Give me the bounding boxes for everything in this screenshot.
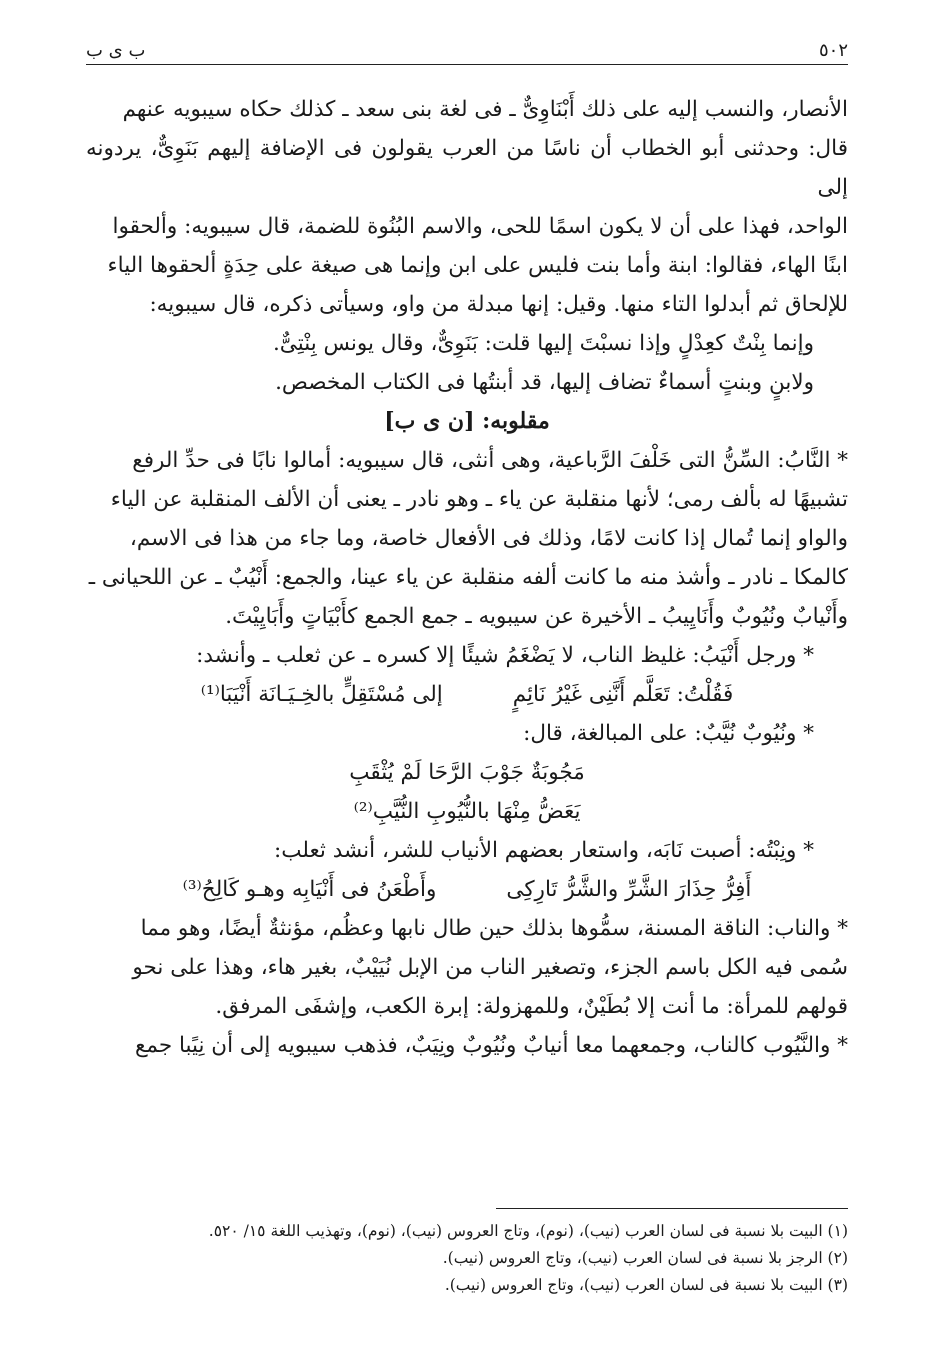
text-line: وأَنْيابٌ ونُيُوبٌ وأَنَايِيبُ ـ الأخيرة عن سيبويه ـ جمع الجمع كأَبْيَاتٍ وأَبَايِيْتَ. — [225, 604, 848, 629]
footnote-rule — [496, 1208, 848, 1209]
entry-paragraph: * ونِبْتُه: أصبت نَابَه، واستعار بعضهم الأنياب للشر، أنشد ثعلب: — [274, 838, 814, 863]
footnotes — [86, 1218, 848, 1299]
verse-hemistich-left: إلى مُسْتَقِلٍّ بالخِـيَـانَة أَنْيَبَا⁽¹⁾ — [200, 682, 443, 707]
footnote: (٢) الرجز بلا نسبة فى لسان العرب (نيب)، وتاج العروس (نيب). — [442, 1249, 848, 1267]
text-line: * النَّابُ: السِّنُّ التى خَلْفَ الرَّباعية، وهى أنثى، قال سيبويه: أمالوا نابًا فى حدِّ الرفع — [132, 448, 848, 473]
rajaz-line: يَعَضُّ مِنْهَا بالنُّيُوبِ النُّيَّبِ⁽²⁾ — [353, 799, 581, 824]
footnote: (١) البيت بلا نسبة فى لسان العرب (نيب)، (نوم)، وتاج العروس (نيب)، (نوم)، وتهذيب اللغة ١٥/ ٥٢٠. — [208, 1222, 848, 1240]
text-line: سُمى فيه الكل باسم الجزء، وتصغير الناب من الإبل نُيَيْبٌ، بغير هاء، وهذا على نحو — [132, 955, 848, 980]
verse-line — [86, 870, 848, 909]
main-text — [86, 90, 848, 1065]
page-number: ٥٠٢ — [818, 40, 848, 61]
running-head-letters: ب ى ب — [86, 40, 146, 61]
text-line: الواحد، فهذا على أن لا يكون اسمًا للحى، والاسم البُنُوة للضمة، قال سيبويه: وألحقوا — [112, 214, 848, 239]
text-line: قال: وحدثنى أبو الخطاب أن ناسًا من العرب يقولون فى الإضافة إليهم بَنَوِىٌّ، يردونه إلى — [86, 136, 848, 200]
quote-line: وإنما بِنْتٌ كعِدْلٍ وإذا نسبْتَ إليها قلت: بَنَوِىٌّ، وقال يونس بِنْتِىٌّ. — [272, 331, 814, 356]
text-line: الأنصار، والنسب إليه على ذلك أَبْنَاوِىٌّ ـ فى لغة بنى سعد ـ كذلك حكاه سيبويه عنهم — [122, 97, 848, 122]
verse-hemistich-right: أَفِرُّ حِذَارَ الشَّرِّ والشَّرُّ تَارِكِى — [506, 877, 752, 902]
section-heading: مقلوبه: [ن ى ب] — [384, 408, 550, 434]
text-line: للإلحاق ثم أبدلوا التاء منها. وقيل: إنها مبدلة من واو، وسيأتى ذكره، قال سيبويه: — [149, 292, 848, 317]
verse-hemistich-left: وأَطْعَنُ فى أَنْيَابِه وهـو كَالِحُ⁽³⁾ — [182, 877, 437, 902]
text-line: * والنَّيُوب كالناب، وجمعهما معا أنيابٌ ونُيُوبٌ ونِيَبٌ، فذهب سيبويه إلى أن نِيًبا جمع — [134, 1033, 848, 1058]
text-line: * والناب: الناقة المسنة، سمُّوها بذلك حين طال نابها وعظُم، مؤنثةٌ أيضًا، وهو مما — [140, 916, 848, 941]
text-line: والواو إنما تُمال إذا كانت لامًا، وذلك فى الأفعال خاصة، وما جاء من هذا فى الاسم، — [129, 526, 848, 551]
quote-line: ولابنٍ وبنتٍ أسماءٌ تضاف إليها، قد أبنتُها فى الكتاب المخصص. — [275, 370, 814, 395]
text-line: كالمكا ـ نادر ـ وأشذ منه ما كانت ألفه منقلبة عن ياء عينا، والجمع: أَنْيُبٌ ـ عن اللحيانى ـ — [88, 565, 848, 590]
verse-hemistich-right: فَقُلْتُ: تَعَلَّم أَنَّنِى غَيْرُ نَائِمٍ — [512, 682, 734, 707]
entry-paragraph: * ورجل أَنْيَبُ: غليظ الناب، لا يَضْغَمُ شيئًا إلا كسره ـ عن ثعلب ـ وأنشد: — [196, 643, 814, 668]
header-rule — [86, 64, 848, 65]
text-line: قولهم للمرأة: ما أنت إلا بُطَيْنٌ، وللمهزولة: إبرة الكعب، وإشفَى المرفق. — [215, 994, 848, 1019]
entry-paragraph: * ونُيُوبٌ نُيَّبٌ: على المبالغة، قال: — [523, 721, 814, 746]
rajaz-line: مَجُوبَةٌ جَوْبَ الرَّحَا لَمْ يُثْقَبِ — [349, 760, 585, 785]
text-line: تشبيهًا له بألف رمى؛ لأنها منقلبة عن ياء ـ وهو نادر ـ يعنى أن الألف المنقلبة عن الياء — [110, 487, 848, 512]
verse-line — [86, 675, 848, 714]
text-line: ابنًا الهاء، فقالوا: ابنة وأما بنت فليس على ابن وإنما هى صيغة على حِدَةٍ ألحقوها الياء — [107, 253, 848, 278]
running-head — [86, 36, 848, 64]
footnote: (٣) البيت بلا نسبة فى لسان العرب (نيب)، وتاج العروس (نيب). — [444, 1276, 848, 1294]
